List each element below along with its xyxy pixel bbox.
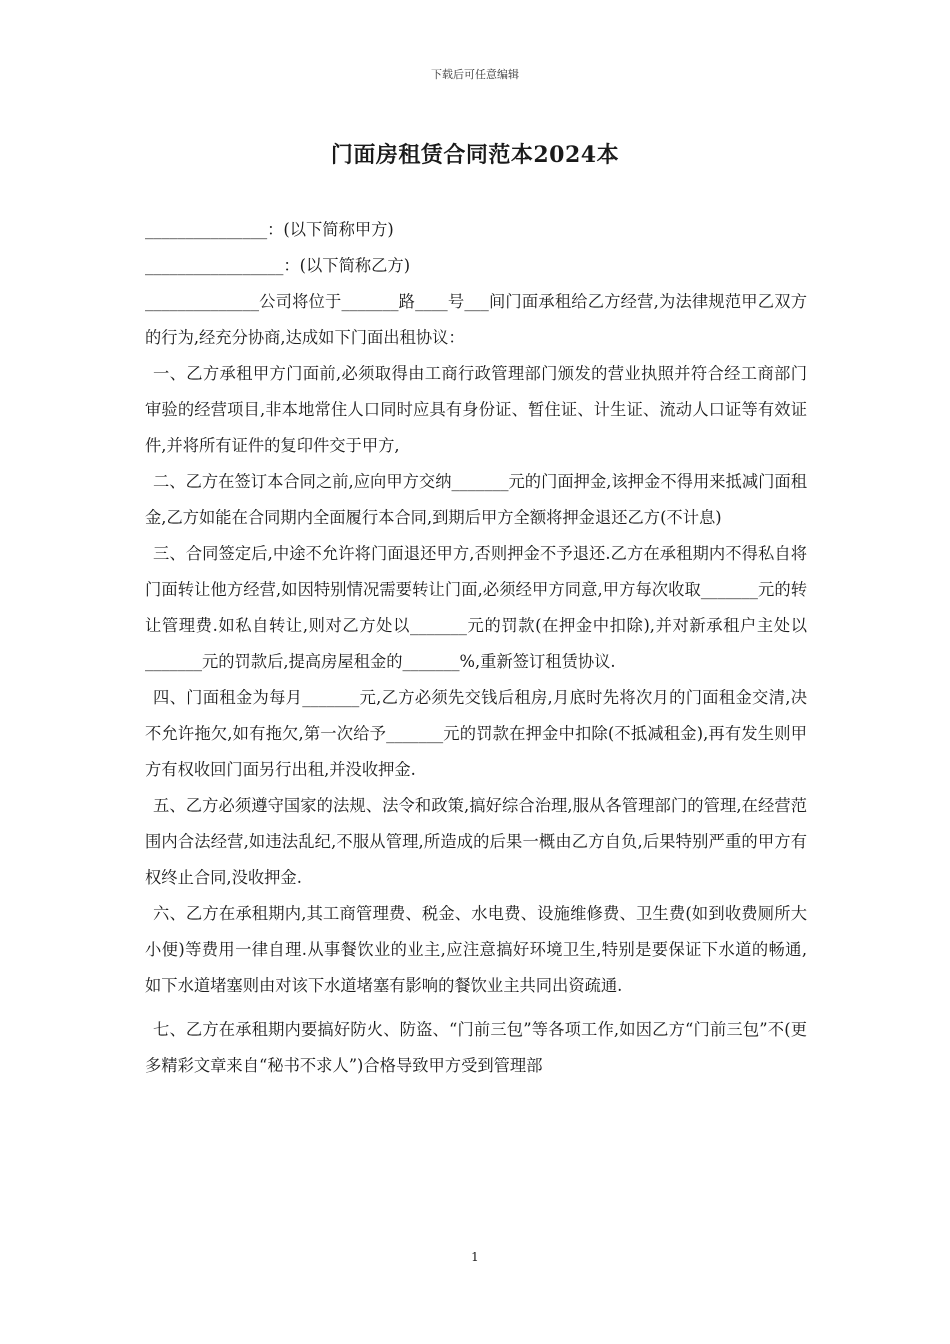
document-title: 门面房租赁合同范本2024本 bbox=[330, 142, 620, 168]
document-body bbox=[145, 212, 807, 1084]
clause-5: 五、乙方必须遵守国家的法规、法令和政策,搞好综合治理,服从各管理部门的管理,在经营范围内合法经营,如违法乱纪,不服从管理,所造成的后果一概由乙方自负,后果特别严重的甲方有权终止合同,没收押金. bbox=[145, 796, 807, 887]
page-number: 1 bbox=[471, 1250, 479, 1264]
clause-2: 二、乙方在签订本合同之前,应向甲方交纳_______元的门面押金,该押金不得用来抵减门面租金,乙方如能在合同期内全面履行本合同,到期后甲方全额将押金退还乙方(不计息) bbox=[145, 472, 807, 527]
intro-paragraph: ______________公司将位于_______路____号___间门面承租给乙方经营,为法律规范甲乙双方的行为,经充分协商,达成如下门面出租协议： bbox=[145, 292, 807, 347]
paragraph-gap bbox=[145, 1004, 807, 1012]
clause-4: 四、门面租金为每月_______元,乙方必须先交钱后租房,月底时先将次月的门面租金交清,决不允许拖欠,如有拖欠,第一次给予_______元的罚款在押金中扣除(不抵减租金),再有发生则甲方有权收回门面另行出租,并没收押金. bbox=[145, 688, 807, 779]
clause-1: 一、乙方承租甲方门面前,必须取得由工商行政管理部门颁发的营业执照并符合经工商部门审验的经营项目,非本地常住人口同时应具有身份证、暂住证、计生证、流动人口证等有效证件,并将所有证件的复印件交于甲方, bbox=[145, 364, 807, 455]
header-note: 下载后可任意编辑 bbox=[431, 68, 519, 81]
clause-7: 七、乙方在承租期内要搞好防火、防盗、“门前三包”等各项工作,如因乙方“门前三包”不(更多精彩文章来自“秘书不求人”)合格导致甲方受到管理部 bbox=[145, 1020, 807, 1075]
party-a-line: _______________：(以下简称甲方) bbox=[145, 220, 394, 239]
clause-3: 三、合同签定后,中途不允许将门面退还甲方,否则押金不予退还.乙方在承租期内不得私自将门面转让他方经营,如因特别情况需要转让门面,必须经甲方同意,甲方每次收取_______元的转让管理费.如私自转让,则对乙方处以_______元的罚款(在押金中扣除),并对新承租户主处以_______元的罚款后,提高房屋租金的_______%,重新签订租赁协议. bbox=[145, 544, 807, 671]
clause-6: 六、乙方在承租期内,其工商管理费、税金、水电费、设施维修费、卫生费(如到收费厕所大小便)等费用一律自理.从事餐饮业的业主,应注意搞好环境卫生,特别是要保证下水道的畅通,如下水道堵塞则由对该下水道堵塞有影响的餐饮业主共同出资疏通. bbox=[145, 904, 807, 995]
party-b-line: _________________：(以下简称乙方) bbox=[145, 256, 411, 275]
